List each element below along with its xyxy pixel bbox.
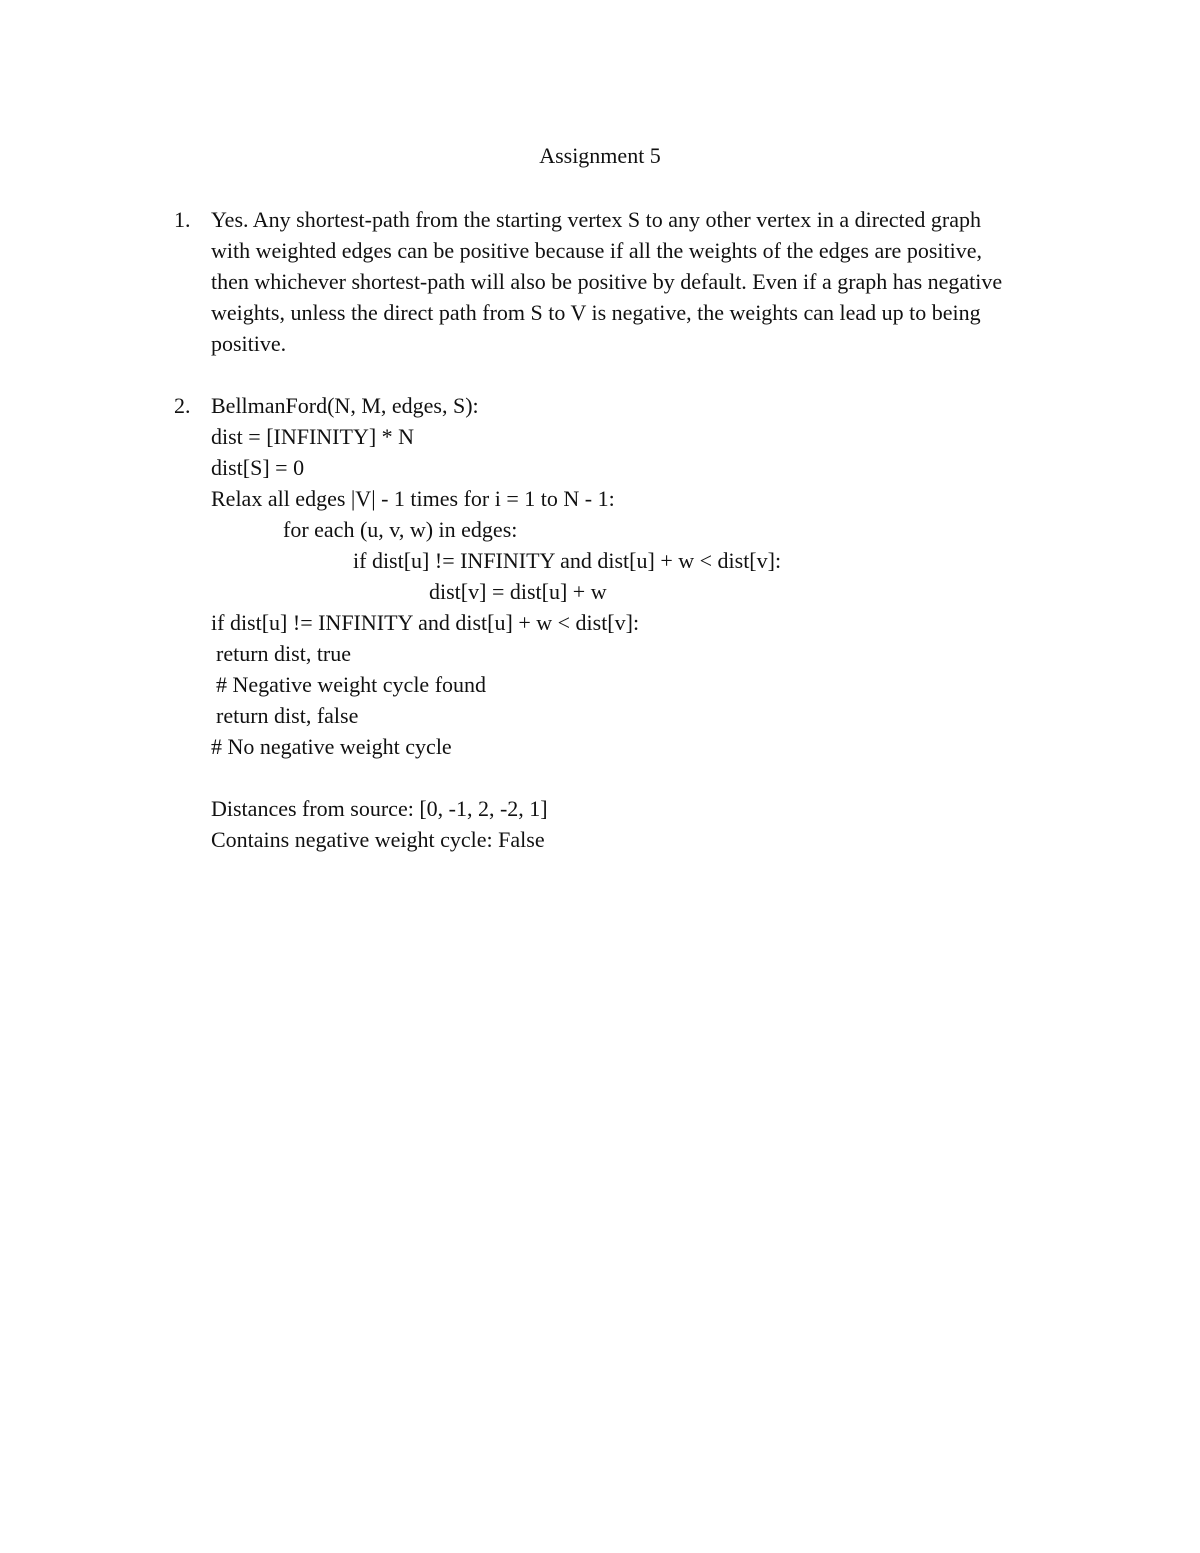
- code-line: dist[v] = dist[u] + w: [429, 579, 607, 604]
- code-line: if dist[u] != INFINITY and dist[u] + w < dist[v]:: [211, 610, 640, 635]
- result-negative-cycle: Contains negative weight cycle: False: [211, 827, 545, 852]
- item-2-number: 2.: [174, 393, 191, 418]
- code-line: dist = [INFINITY] * N: [211, 424, 415, 449]
- item-1-number: 1.: [174, 207, 191, 232]
- code-line: return dist, false: [216, 703, 359, 728]
- code-line: for each (u, v, w) in edges:: [283, 517, 518, 542]
- item-1-line: Yes. Any shortest-path from the starting vertex S to any other vertex in a directed graph: [211, 207, 982, 232]
- code-line: return dist, true: [216, 641, 352, 666]
- code-line: dist[S] = 0: [211, 455, 305, 480]
- document-title: Assignment 5: [539, 143, 661, 168]
- code-comment: # No negative weight cycle: [211, 734, 452, 759]
- item-1-line: with weighted edges can be positive because if all the weights of the edges are positive,: [211, 238, 982, 263]
- code-line: if dist[u] != INFINITY and dist[u] + w < dist[v]:: [353, 548, 782, 573]
- code-comment: # Negative weight cycle found: [216, 672, 487, 697]
- result-distances: Distances from source: [0, -1, 2, -2, 1]: [211, 796, 548, 821]
- code-line: Relax all edges |V| - 1 times for i = 1 to N - 1:: [211, 486, 615, 511]
- item-1-line: positive.: [211, 331, 287, 356]
- item-1-line: then whichever shortest-path will also be positive by default. Even if a graph has negative: [211, 269, 1003, 294]
- code-line: BellmanFord(N, M, edges, S):: [211, 393, 479, 418]
- item-1-line: weights, unless the direct path from S to V is negative, the weights can lead up to being: [211, 300, 981, 325]
